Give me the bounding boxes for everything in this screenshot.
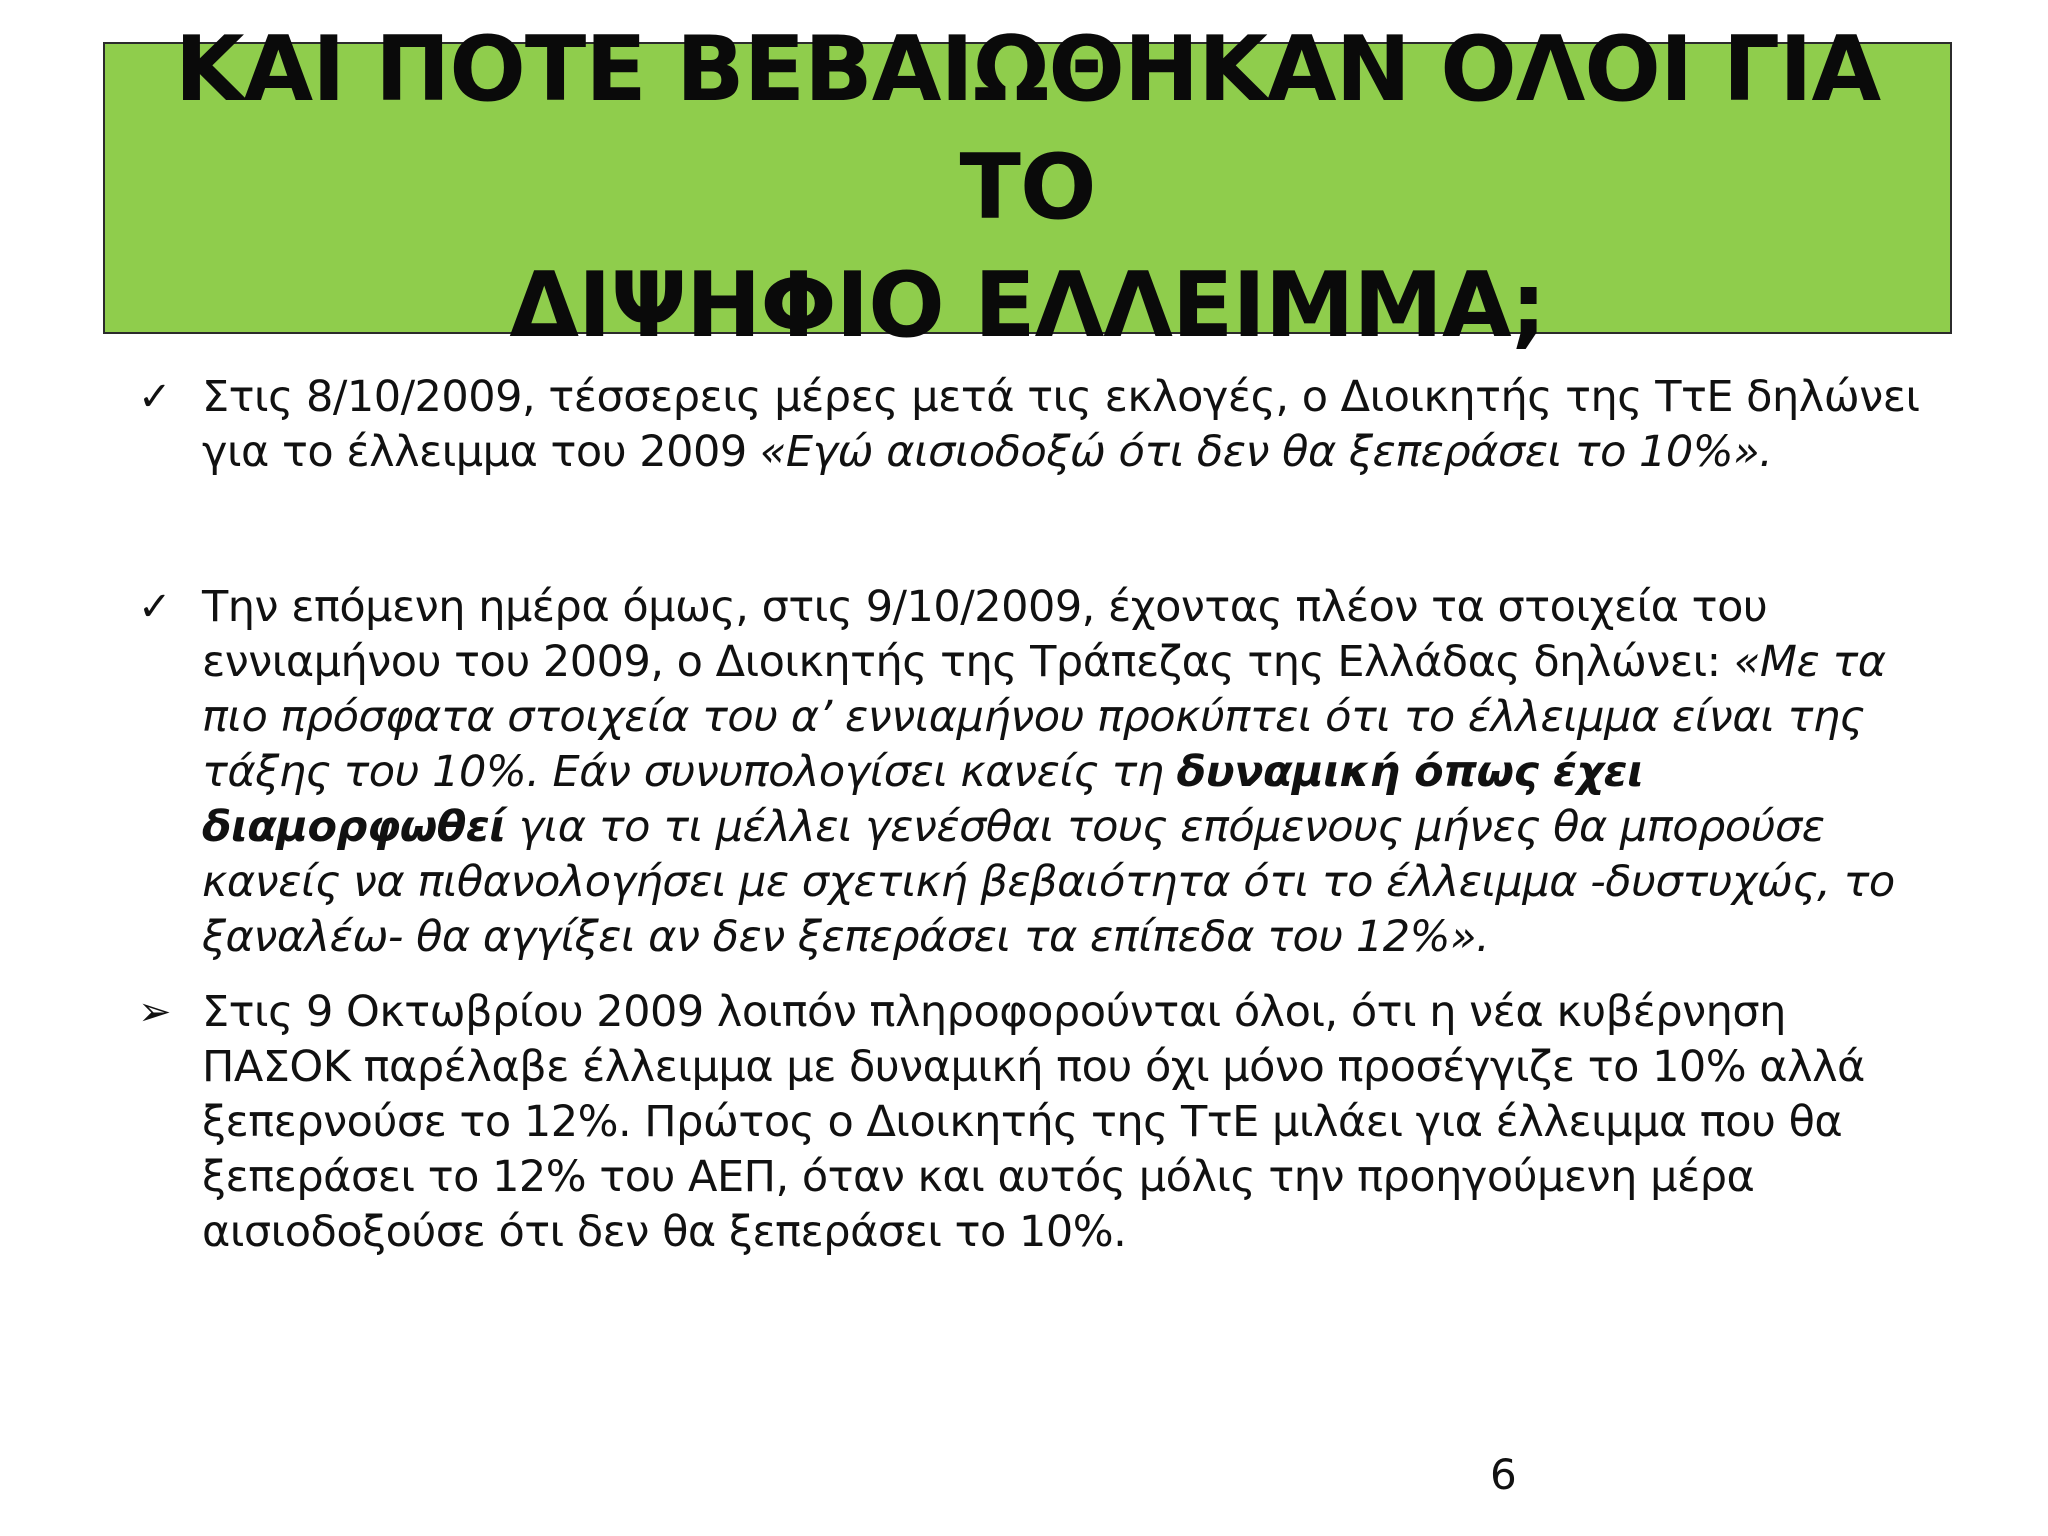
- arrow-bullet-icon: ➢: [138, 989, 172, 1035]
- bullet-text-3: [202, 985, 1938, 1260]
- bullet-list: [138, 370, 1938, 1260]
- bullet-item-1: [138, 370, 1938, 480]
- bullet-3-plain-text: Στις 9 Οκτωβρίου 2009 λοιπόν πληροφορούνται όλοι, ότι η νέα κυβέρνηση ΠΑΣΟΚ παρέλαβε έλλειμμα με δυναμική που όχι μόνο προσέγγιζε το 10% αλλά ξεπερνούσε το 12%. Πρώτος ο Διοικητής της ΤτΕ μιλάει για έλλειμμα που θα ξεπεράσει το 12% του ΑΕΠ, όταν και αυτός μόλις την προηγούμενη μέρα αισιοδοξούσε ότι δεν θα ξεπεράσει το 10%.: [202, 987, 1865, 1257]
- slide-title-line-1: ΚΑΙ ΠΟΤΕ ΒΕΒΑΙΩΘΗΚΑΝ ΟΛΟΙ ΓΙΑ ΤΟ: [174, 17, 1881, 240]
- page-number: 6: [1490, 1450, 1517, 1499]
- bullet-1-quote: «Εγώ αισιοδοξώ ότι δεν θα ξεπεράσει το 10%».: [759, 427, 1773, 477]
- title-banner: [103, 17, 1952, 358]
- bullet-text-2: [202, 580, 1938, 965]
- check-mark-icon: ✓: [138, 374, 172, 420]
- bullet-text-1: [202, 370, 1938, 480]
- bullet-2-plain-text: Την επόμενη ημέρα όμως, στις 9/10/2009, έχοντας πλέον τα στοιχεία του εννιαμήνου του 2009, ο Διοικητής της Τράπεζας της Ελλάδας δηλώνει:: [202, 582, 1768, 687]
- slide-title-line-2: ΔΙΨΗΦΙΟ ΕΛΛΕΙΜΜΑ;: [509, 253, 1546, 358]
- bullet-2-quote-part-1: «Με τα πιο πρόσφατα στοιχεία του α’ εννιαμήνου προκύπτει ότι το έλλειμμα είναι της τάξης του 10%. Εάν συνυπολογίσει κανείς τη: [202, 637, 1886, 797]
- bullet-item-2: [138, 580, 1938, 965]
- bullet-2-emphasis: δυναμική όπως έχει διαμορφωθεί: [202, 747, 1644, 852]
- check-mark-icon: ✓: [138, 584, 172, 630]
- slide-title: [105, 11, 1950, 365]
- bullet-item-3: [138, 985, 1938, 1260]
- bullet-1-plain-text: Στις 8/10/2009, τέσσερεις μέρες μετά τις εκλογές, ο Διοικητής της ΤτΕ δηλώνει για το έλλειμμα του 2009: [202, 372, 1920, 477]
- bullet-2-quote-part-2: για το τι μέλλει γενέσθαι τους επόμενους μήνες θα μπορούσε κανείς να πιθανολογήσει με σχετική βεβαιότητα ότι το έλλειμμα -δυστυχώς, το ξαναλέω- θα αγγίξει αν δεν ξεπεράσει τα επίπεδα του 12%».: [202, 802, 1895, 962]
